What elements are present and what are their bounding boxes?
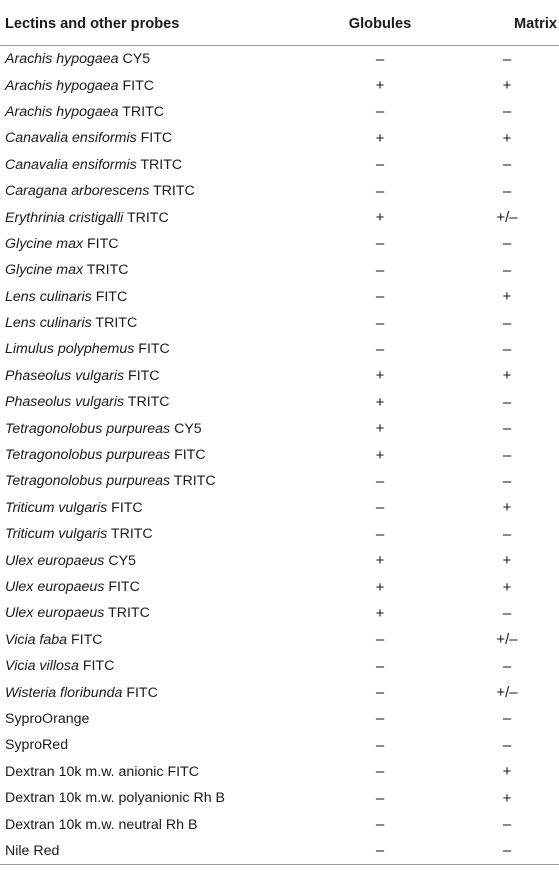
probe-label: TRITC (104, 605, 150, 622)
probe-label: FITC (91, 288, 128, 305)
globules-value: – (375, 235, 385, 253)
globules-value: + (375, 604, 385, 622)
matrix-value: + (502, 578, 512, 596)
probe-name (0, 473, 305, 489)
table-row (0, 627, 559, 653)
matrix-value: – (502, 50, 512, 68)
table-row (0, 653, 559, 679)
table-row (0, 785, 559, 811)
probe-label: TRITC (107, 526, 153, 543)
table-header (0, 3, 559, 45)
globules-value: – (375, 499, 385, 517)
matrix-value: – (502, 446, 512, 464)
globules-value: – (375, 340, 385, 358)
probe-name (0, 605, 305, 621)
globules-value: + (375, 420, 385, 438)
probe-species: Phaseolus vulgaris (5, 367, 125, 384)
matrix-value: – (502, 235, 512, 253)
matrix-value: – (502, 472, 512, 490)
matrix-value: – (502, 156, 512, 174)
matrix-value: – (502, 340, 512, 358)
probe-label: FITC (170, 447, 206, 464)
globules-value: – (375, 314, 385, 332)
globules-value: – (375, 657, 385, 675)
probe-label: CY5 (118, 51, 151, 68)
probe-name (0, 447, 305, 463)
probe-name (0, 579, 305, 595)
table-row (0, 204, 559, 230)
probe-label: TRITC (83, 262, 129, 279)
table-row (0, 178, 559, 204)
globules-value: – (375, 816, 385, 834)
probe-label: Dextran 10k m.w. neutral Rh B (5, 816, 198, 833)
probe-species: Vicia faba (5, 631, 68, 648)
table-row (0, 600, 559, 626)
probe-label: TRITC (124, 394, 170, 411)
matrix-value: – (502, 103, 512, 121)
probe-species: Triticum vulgaris (5, 526, 108, 543)
globules-value: + (375, 393, 385, 411)
matrix-value: – (502, 525, 512, 543)
probe-species: Arachis hypogaea (5, 51, 119, 68)
probe-species: Ulex europaeus (5, 605, 105, 622)
header-globules: Globules (348, 16, 412, 32)
table-row (0, 257, 559, 283)
probe-name (0, 526, 305, 542)
probe-name (0, 315, 305, 331)
probe-label: TRITC (149, 183, 195, 200)
probe-label: FITC (122, 684, 158, 701)
probe-species: Lens culinaris (5, 288, 92, 305)
probe-label: FITC (67, 631, 103, 648)
probe-species: Ulex europaeus (5, 552, 105, 569)
probe-label: Dextran 10k m.w. anionic FITC (5, 763, 199, 780)
globules-value: + (375, 552, 385, 570)
globules-value: – (375, 261, 385, 279)
matrix-value: + (502, 552, 512, 570)
matrix-value: + (502, 499, 512, 517)
probe-name (0, 632, 305, 648)
table-row (0, 547, 559, 573)
probe-species: Lens culinaris (5, 315, 92, 332)
probe-label: SyproOrange (5, 710, 90, 727)
probe-label: CY5 (104, 552, 136, 569)
table-row (0, 72, 559, 98)
table-row (0, 706, 559, 732)
probe-label: CY5 (170, 420, 202, 437)
probe-label: FITC (118, 77, 155, 94)
probe-species: Triticum vulgaris (5, 499, 108, 516)
matrix-value: – (502, 657, 512, 675)
probe-species: Limulus polyphemus (5, 341, 135, 358)
probe-name (0, 157, 305, 173)
probe-species: Vicia villosa (5, 658, 79, 675)
probe-species: Erythrinia cristigalli (5, 209, 124, 226)
probe-species: Caragana arborescens (5, 183, 150, 200)
probe-name (0, 553, 305, 569)
bottom-rule (0, 864, 559, 865)
matrix-value: – (502, 736, 512, 754)
probe-species: Phaseolus vulgaris (5, 394, 125, 411)
probe-name (0, 790, 305, 806)
probe-label: FITC (136, 130, 173, 147)
matrix-value: + (502, 129, 512, 147)
table-row (0, 125, 559, 151)
matrix-value: +/– (496, 209, 518, 227)
table-row (0, 574, 559, 600)
table-row (0, 389, 559, 415)
probe-species: Glycine max (5, 262, 84, 279)
table-row (0, 495, 559, 521)
matrix-value: – (502, 314, 512, 332)
probe-label: TRITC (118, 103, 165, 120)
probe-species: Canavalia ensiformis (5, 156, 137, 173)
globules-value: – (375, 631, 385, 649)
table-row (0, 838, 559, 864)
table-row (0, 521, 559, 547)
probe-name (0, 236, 305, 252)
probe-label: Dextran 10k m.w. polyanionic Rh B (5, 790, 226, 807)
table-row (0, 468, 559, 494)
probe-species: Arachis hypogaea (5, 103, 119, 120)
globules-value: – (375, 50, 385, 68)
globules-value: – (375, 103, 385, 121)
matrix-value: + (502, 288, 512, 306)
globules-value: + (375, 446, 385, 464)
probe-name (0, 421, 305, 437)
probe-name (0, 262, 305, 278)
matrix-value: +/– (496, 684, 518, 702)
globules-value: – (375, 710, 385, 728)
globules-value: – (375, 789, 385, 807)
table-row (0, 310, 559, 336)
globules-value: + (375, 578, 385, 596)
probe-species: Tetragonolobus purpureas (5, 447, 171, 464)
probe-label: FITC (134, 341, 170, 358)
matrix-value: + (502, 763, 512, 781)
probe-species: Arachis hypogaea (5, 77, 119, 94)
probe-species: Glycine max (5, 235, 84, 252)
table-body (0, 46, 559, 864)
globules-value: – (375, 684, 385, 702)
table-row (0, 99, 559, 125)
globules-value: – (375, 182, 385, 200)
probe-name (0, 104, 305, 120)
probe-label: FITC (104, 579, 140, 595)
probe-label: Nile Red (5, 842, 60, 859)
probe-label: TRITC (123, 209, 169, 226)
globules-value: – (375, 288, 385, 306)
table-row (0, 231, 559, 257)
table-row (0, 284, 559, 310)
globules-value: – (375, 156, 385, 174)
table-row (0, 811, 559, 837)
probe-species: Wisteria floribunda (5, 684, 123, 701)
matrix-value: – (502, 842, 512, 860)
globules-value: – (375, 842, 385, 860)
table-row (0, 336, 559, 362)
table-row (0, 732, 559, 758)
matrix-value: – (502, 261, 512, 279)
globules-value: – (375, 736, 385, 754)
probe-name (0, 368, 305, 384)
probe-name (0, 51, 305, 67)
probe-name (0, 78, 305, 94)
probe-label: TRITC (170, 473, 216, 490)
probe-name (0, 843, 305, 859)
matrix-value: – (502, 182, 512, 200)
matrix-value: – (502, 604, 512, 622)
table-row (0, 152, 559, 178)
probe-label: FITC (124, 367, 160, 384)
probe-name (0, 711, 305, 727)
table-row (0, 46, 559, 72)
probe-species: Tetragonolobus purpureas (5, 420, 171, 437)
probe-name (0, 737, 305, 753)
probe-species: Ulex europaeus (5, 579, 105, 595)
probe-species: Tetragonolobus purpureas (5, 473, 171, 490)
matrix-value: + (502, 77, 512, 95)
probe-name (0, 183, 305, 199)
probe-label: TRITC (91, 315, 138, 332)
probe-label: FITC (107, 499, 143, 516)
globules-value: + (375, 367, 385, 385)
probe-name (0, 289, 305, 305)
probe-name (0, 394, 305, 410)
globules-value: – (375, 763, 385, 781)
table-row (0, 442, 559, 468)
probe-name (0, 685, 305, 701)
globules-value: + (375, 209, 385, 227)
probe-label: FITC (78, 658, 115, 675)
matrix-value: +/– (496, 631, 518, 649)
table-row (0, 759, 559, 785)
table-row (0, 363, 559, 389)
matrix-value: + (502, 789, 512, 807)
globules-value: + (375, 129, 385, 147)
matrix-value: – (502, 816, 512, 834)
probe-name (0, 764, 305, 780)
matrix-value: – (502, 420, 512, 438)
globules-value: – (375, 472, 385, 490)
probe-label: TRITC (136, 156, 183, 173)
globules-value: + (375, 77, 385, 95)
matrix-value: – (502, 393, 512, 411)
table-row (0, 415, 559, 441)
table-row (0, 679, 559, 705)
globules-value: – (375, 525, 385, 543)
probe-label: SyproRed (5, 737, 69, 754)
probe-name (0, 341, 305, 357)
matrix-value: + (502, 367, 512, 385)
probe-name (0, 500, 305, 516)
header-matrix: Matrix (514, 16, 557, 32)
header-probes: Lectins and other probes (5, 16, 180, 32)
probe-name (0, 817, 305, 833)
matrix-value: – (502, 710, 512, 728)
probe-label: FITC (83, 235, 119, 252)
probe-species: Canavalia ensiformis (5, 130, 137, 147)
probe-name (0, 130, 305, 146)
probe-name (0, 210, 305, 226)
probe-name (0, 658, 305, 674)
